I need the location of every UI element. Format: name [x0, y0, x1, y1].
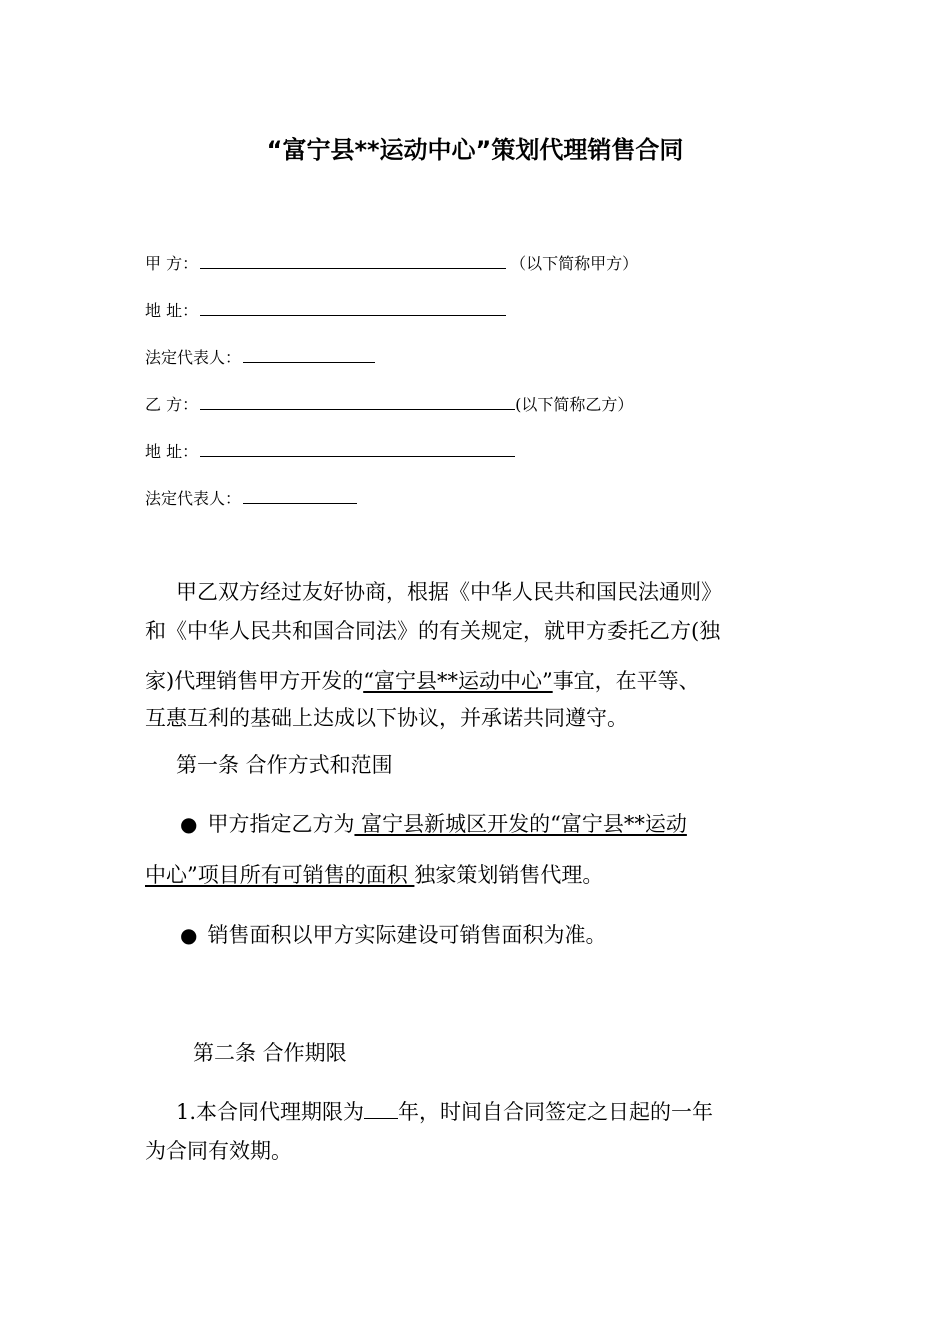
intro-line-1: 甲乙双方经过友好协商，根据《中华人民共和国民法通则》 — [176, 580, 722, 604]
article-2-heading: 第二条 合作期限 — [193, 1041, 347, 1065]
bullet-icon: ● — [180, 812, 198, 836]
term-years-blank[interactable] — [364, 1098, 398, 1119]
party-a-rep-field — [145, 345, 375, 369]
article-1-item-2: ● 销售面积以甲方实际建设可销售面积为准。 — [180, 923, 607, 947]
party-b-label: 乙 方： — [145, 395, 199, 414]
document-title: “富宁县**运动中心”策划代理销售合同 — [266, 136, 684, 164]
party-b-blank[interactable] — [200, 392, 515, 410]
party-a-note: （以下简称甲方） — [510, 254, 639, 273]
party-b-address-blank[interactable] — [200, 439, 515, 457]
bullet-icon: ● — [180, 923, 198, 947]
intro-line-4: 互惠互利的基础上达成以下协议，并承诺共同遵守。 — [145, 706, 628, 730]
intro-line-3: 家)代理销售甲方开发的“富宁县**运动中心”事宜，在平等、 — [145, 669, 700, 693]
party-a-field — [145, 251, 638, 275]
article-1-item-1-cont: 中心”项目所有可销售的面积 独家策划销售代理。 — [145, 863, 604, 887]
party-b-note: (以下简称乙方） — [515, 395, 634, 414]
project-name: “富宁县**运动中心” — [363, 669, 553, 693]
party-a-rep-label: 法定代表人： — [145, 348, 242, 367]
party-a-label: 甲 方： — [145, 254, 199, 273]
party-a-address-field — [145, 298, 506, 322]
party-a-rep-blank[interactable] — [243, 345, 375, 363]
party-b-address-field — [145, 439, 515, 463]
party-b-rep-field — [145, 486, 357, 510]
party-a-blank[interactable] — [200, 251, 506, 269]
article-2-item-1-cont: 为合同有效期。 — [145, 1139, 292, 1163]
party-b-rep-blank[interactable] — [243, 486, 357, 504]
party-a-address-blank[interactable] — [200, 298, 506, 316]
intro-line-2: 和《中华人民共和国合同法》的有关规定，就甲方委托乙方(独 — [145, 619, 721, 643]
party-b-rep-label: 法定代表人： — [145, 489, 242, 508]
party-a-address-label: 地 址： — [145, 301, 199, 320]
article-1-item-1: ● 甲方指定乙方为 富宁县新城区开发的“富宁县**运动 — [180, 812, 687, 836]
article-1-heading: 第一条 合作方式和范围 — [176, 753, 393, 777]
article-2-item-1: 1.本合同代理期限为 年，时间自合同签定之日起的一年 — [176, 1100, 714, 1124]
party-b-address-label: 地 址： — [145, 442, 199, 461]
party-b-field — [145, 392, 633, 416]
